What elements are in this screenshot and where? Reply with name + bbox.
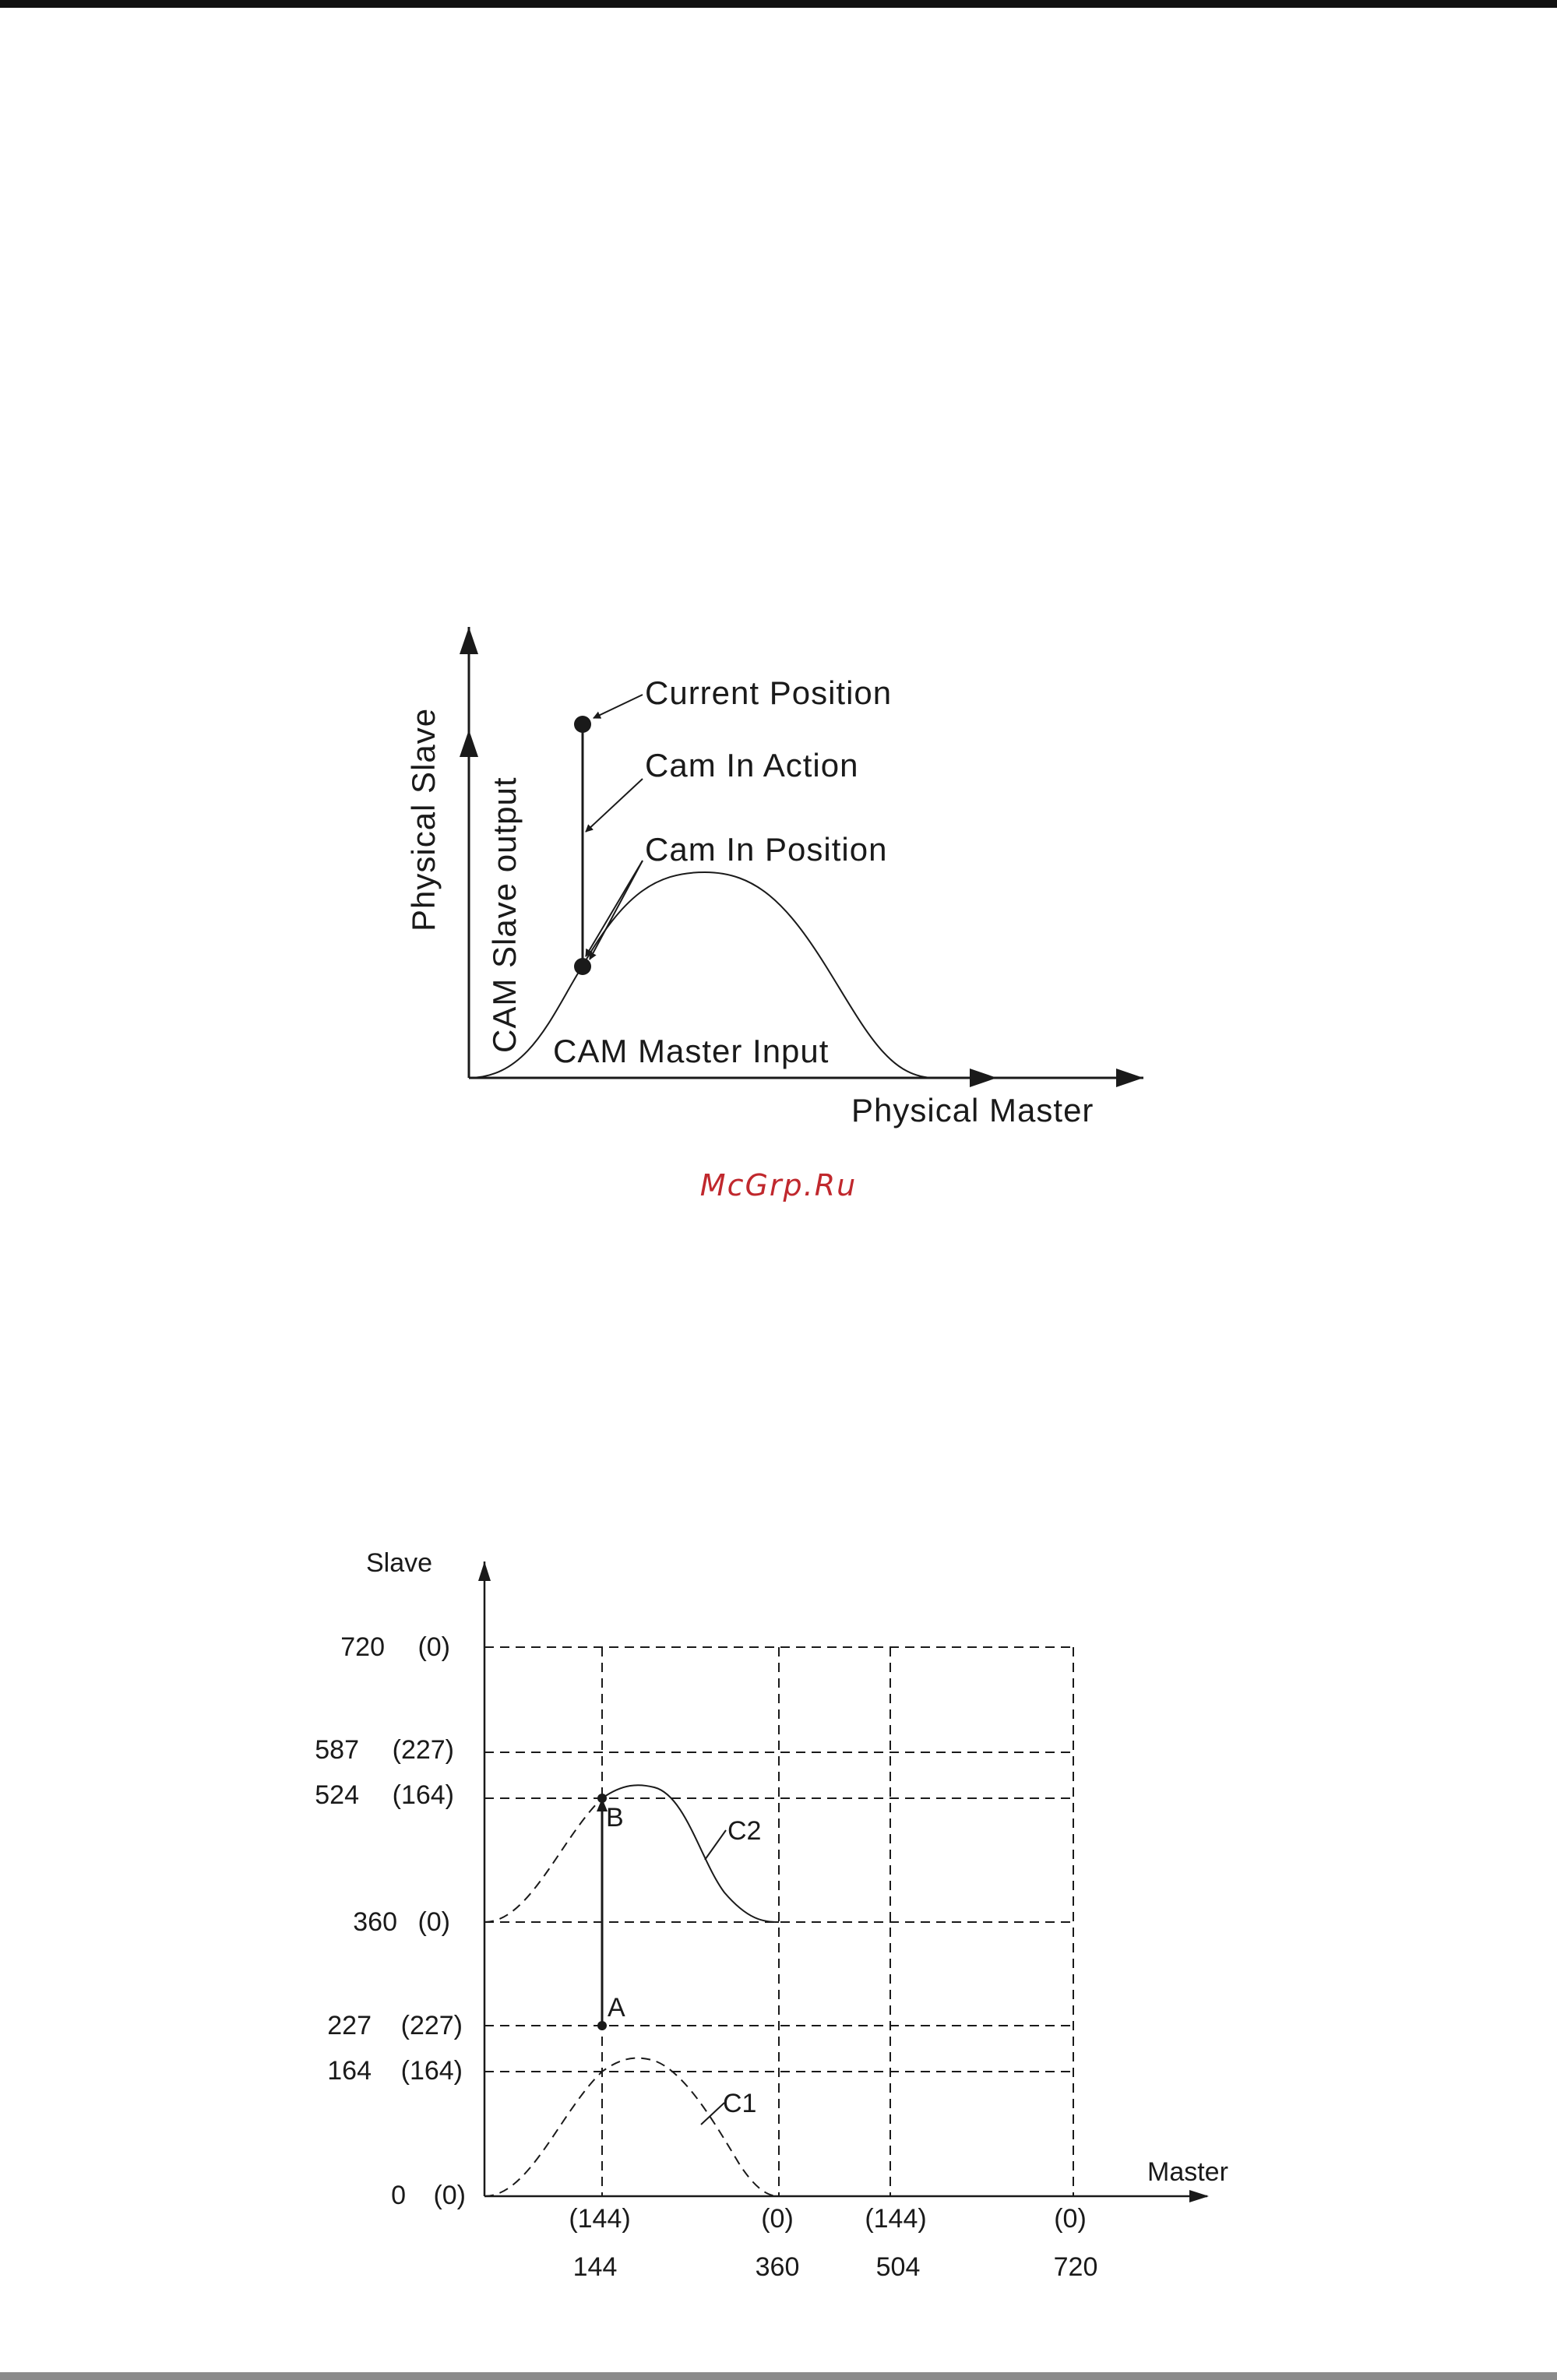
y-tick-paren: (0) xyxy=(417,1907,450,1937)
y-tick-paren: (164) xyxy=(392,1780,454,1810)
physical-master-label: Physical Master xyxy=(851,1092,1094,1128)
current-position-point xyxy=(574,716,591,733)
x-tick-value: 360 xyxy=(755,2252,800,2282)
y-tick-value: 720 xyxy=(340,1632,385,1662)
curve-c2-pre xyxy=(484,1798,602,1922)
x-tick-paren: (144) xyxy=(865,2204,927,2234)
y-tick-value: 227 xyxy=(327,2011,372,2040)
cam-grid-diagram xyxy=(478,1561,1209,2202)
x-tick-paren: (0) xyxy=(1054,2204,1087,2234)
x-tick-paren: (0) xyxy=(761,2204,794,2234)
master-axis-arrowhead xyxy=(1189,2190,1209,2202)
x-tick-value: 720 xyxy=(1053,2252,1098,2282)
slave-axis-title: Slave xyxy=(366,1548,433,1578)
y-tick-paren: (0) xyxy=(433,2181,466,2210)
cam-in-position-point xyxy=(574,958,591,975)
cam-master-axis-arrowhead xyxy=(970,1069,997,1087)
current-position-label: Current Position xyxy=(645,674,893,711)
y-tick-paren: (164) xyxy=(400,2056,463,2086)
cam-engagement-labels xyxy=(405,674,1094,1128)
physical-master-axis-arrowhead xyxy=(1116,1069,1143,1087)
cam-in-position-label: Cam In Position xyxy=(645,831,888,868)
x-tick-value: 504 xyxy=(875,2252,921,2282)
physical-slave-label: Physical Slave xyxy=(405,707,442,931)
curve-c2 xyxy=(602,1785,779,1922)
cam-slave-output-label: CAM Slave output xyxy=(486,776,523,1053)
cam-slave-axis-arrowhead xyxy=(460,730,478,757)
cam-in-position-leader-2 xyxy=(590,861,643,959)
master-axis-title: Master xyxy=(1147,2157,1228,2187)
y-tick-value: 0 xyxy=(391,2181,406,2210)
y-tick-value: 524 xyxy=(315,1780,359,1810)
y-tick-paren: (227) xyxy=(392,1735,454,1765)
point-b-label: B xyxy=(606,1803,624,1833)
watermark-text: McGrp.Ru xyxy=(699,1168,858,1202)
curve-c1-label: C1 xyxy=(723,2089,757,2118)
y-tick-value: 164 xyxy=(327,2056,372,2086)
point-b xyxy=(597,1794,607,1803)
cam-in-action-leader xyxy=(586,779,643,832)
y-tick-paren: (227) xyxy=(400,2011,463,2040)
curve-c1 xyxy=(484,2058,779,2196)
x-tick-paren: (144) xyxy=(569,2204,631,2234)
cam-in-action-label: Cam In Action xyxy=(645,747,859,783)
point-a-label: A xyxy=(608,1993,625,2023)
y-tick-value: 360 xyxy=(353,1907,397,1937)
cam-grid-labels xyxy=(315,1548,1228,2282)
physical-slave-axis-arrowhead xyxy=(460,627,478,654)
c2-leader xyxy=(705,1830,726,1860)
y-tick-paren: (0) xyxy=(417,1632,450,1662)
slave-axis-arrowhead xyxy=(478,1561,491,1581)
y-tick-value: 587 xyxy=(315,1735,359,1765)
bottom-border-bar xyxy=(0,2372,1557,2380)
current-position-leader xyxy=(594,695,643,718)
cam-master-input-label: CAM Master Input xyxy=(553,1033,830,1069)
curve-c2-label: C2 xyxy=(727,1816,762,1846)
x-tick-value: 144 xyxy=(572,2252,618,2282)
point-a xyxy=(597,2021,607,2030)
